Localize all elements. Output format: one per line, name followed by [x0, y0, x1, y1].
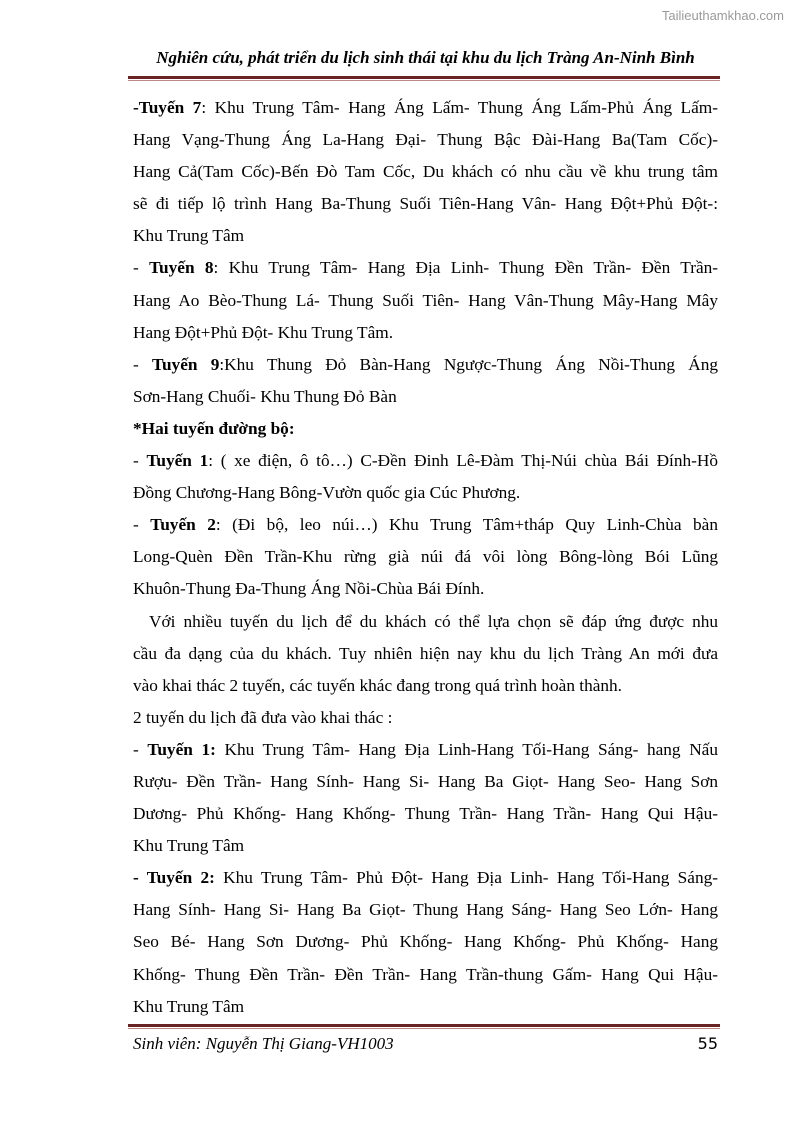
text-span: Khống- Thung Đền Trần- Đền Trần- Hang Trần-thung Gấm- Hang Qui Hậu-: [133, 964, 718, 984]
text-line: [133, 223, 718, 255]
running-header: Nghiên cứu, phát triển du lịch sinh thái tại khu du lịch Tràng An-Ninh Bình: [156, 48, 695, 67]
bold-text: - Tuyến 2:: [133, 868, 215, 888]
text-line: [133, 769, 718, 801]
text-line: [133, 191, 718, 223]
text-span: Khu Trung Tâm- Hang Địa Linh-Hang Tối-Hang Sáng- hang Nấu: [215, 739, 718, 759]
text-span: Khu Trung Tâm: [133, 226, 245, 246]
text-line: [133, 384, 718, 416]
bold-text: Tuyến 9: [152, 354, 220, 374]
paragraph: [133, 95, 718, 255]
text-span: -: [133, 258, 150, 278]
text-span: Long-Quèn Đền Trần-Khu rừng già núi đá vôi lòng Bông-lòng Bói Lũng: [133, 547, 718, 567]
text-span: Khu Trung Tâm: [133, 836, 245, 856]
text-line: [133, 416, 718, 448]
text-line: [133, 994, 718, 1026]
text-span: : Khu Trung Tâm- Hang Địa Linh- Thung Đền Trần- Đền Trần-: [213, 258, 718, 278]
paragraph: [133, 416, 718, 448]
bold-text: Tuyến 8: [149, 258, 214, 278]
text-line: [133, 705, 718, 737]
text-span: vào khai thác 2 tuyến, các tuyến khác đang trong quá trình hoàn thành.: [133, 675, 622, 695]
bold-text: *Hai tuyến đường bộ:: [133, 418, 295, 438]
paragraph: [133, 609, 718, 705]
footer-student: Sinh viên: Nguyễn Thị Giang-VH1003: [133, 1034, 394, 1053]
paragraph: [133, 448, 718, 512]
text-span: Với nhiều tuyến du lịch để du khách có thể lựa chọn sẽ đáp ứng được nhu: [133, 611, 718, 631]
text-span: Đồng Chương-Hang Bông-Vườn quốc gia Cúc Phương.: [133, 483, 521, 503]
text-line: [133, 544, 718, 576]
text-line: [133, 929, 718, 961]
text-line: [133, 512, 718, 544]
text-line: [133, 255, 718, 287]
text-line: [133, 576, 718, 608]
text-line: [133, 320, 718, 352]
text-line: [133, 865, 718, 897]
bold-text: Tuyến 2: [150, 515, 216, 535]
page-number: 55: [697, 1034, 718, 1053]
text-line: [133, 897, 718, 929]
text-line: [133, 801, 718, 833]
header-divider: [128, 76, 720, 81]
text-span: cầu đa dạng của du khách. Tuy nhiên hiện nay khu du lịch Tràng An mới đưa: [133, 643, 718, 663]
text-span: Hang Ao Bèo-Thung Lá- Thung Suối Tiên- Hang Vân-Thung Mây-Hang Mây: [133, 290, 718, 310]
text-span: -: [133, 515, 151, 535]
text-line: [133, 737, 718, 769]
bold-text: Tuyến 1: [146, 451, 209, 471]
paragraph: [133, 512, 718, 608]
text-line: [133, 962, 718, 994]
text-span: Hang Đột+Phủ Đột- Khu Trung Tâm.: [133, 322, 394, 342]
text-line: [133, 609, 718, 641]
paragraph: [133, 352, 718, 416]
footer-divider: [128, 1024, 720, 1029]
text-span: 2 tuyến du lịch đã đưa vào khai thác :: [133, 707, 393, 727]
text-span: : Khu Trung Tâm- Hang Áng Lấm- Thung Áng Lấm-Phủ Áng Lấm-: [201, 98, 718, 117]
text-line: [133, 288, 718, 320]
text-span: Rượu- Đền Trần- Hang Sính- Hang Si- Hang Ba Giọt- Hang Seo- Hang Sơn: [133, 771, 718, 791]
text-span: :Khu Thung Đỏ Bàn-Hang Ngược-Thung Áng Nồi-Thung Áng: [219, 354, 718, 374]
text-span: Hang Sính- Hang Si- Hang Ba Giọt- Thung Hang Sáng- Hang Seo Lớn- Hang: [133, 900, 718, 920]
text-span: -: [133, 354, 152, 374]
text-line: [133, 127, 718, 159]
text-line: [133, 352, 718, 384]
bold-text: -Tuyến 7: [133, 98, 202, 117]
text-line: [133, 673, 718, 705]
text-span: -: [133, 451, 147, 471]
text-span: : ( xe điện, ô tô…) C-Đền Đinh Lê-Đàm Thị-Núi chùa Bái Đính-Hồ: [208, 451, 718, 471]
text-span: Hang Cả(Tam Cốc)-Bến Đò Tam Cốc, Du khách có nhu cầu về khu trung tâm: [133, 162, 718, 182]
paragraph: [133, 705, 718, 737]
text-line: [133, 95, 718, 127]
text-span: -: [133, 739, 148, 759]
text-span: Khu Trung Tâm- Phủ Đột- Hang Địa Linh- Hang Tối-Hang Sáng-: [214, 868, 718, 888]
text-span: Khu Trung Tâm: [133, 996, 245, 1016]
page-footer: [133, 1034, 718, 1054]
paragraph: [133, 255, 718, 351]
text-span: : (Đi bộ, leo núi…) Khu Trung Tâm+tháp Quy Linh-Chùa bàn: [215, 515, 718, 535]
text-span: sẽ đi tiếp lộ trình Hang Ba-Thung Suối Tiên-Hang Vân- Hang Đột+Phủ Đột-:: [133, 194, 718, 214]
text-line: [133, 833, 718, 865]
text-line: [133, 159, 718, 191]
text-span: Sơn-Hang Chuối- Khu Thung Đỏ Bàn: [133, 386, 397, 406]
document-body: [133, 95, 718, 1026]
text-span: Hang Vạng-Thung Áng La-Hang Đại- Thung Bậc Đài-Hang Ba(Tam Cốc)-: [133, 130, 718, 150]
text-line: [133, 448, 718, 480]
watermark: Tailieuthamkhao.com: [661, 8, 784, 23]
paragraph: [133, 865, 718, 1025]
text-span: Khuôn-Thung Đa-Thung Áng Nồi-Chùa Bái Đính.: [133, 579, 485, 599]
text-span: Dương- Phủ Khống- Hang Khống- Thung Trần- Hang Trần- Hang Qui Hậu-: [133, 804, 718, 824]
text-line: [133, 641, 718, 673]
text-span: Seo Bé- Hang Sơn Dương- Phủ Khống- Hang Khống- Phủ Khống- Hang: [133, 932, 718, 952]
text-line: [133, 480, 718, 512]
bold-text: Tuyến 1:: [147, 739, 216, 759]
paragraph: [133, 737, 718, 865]
